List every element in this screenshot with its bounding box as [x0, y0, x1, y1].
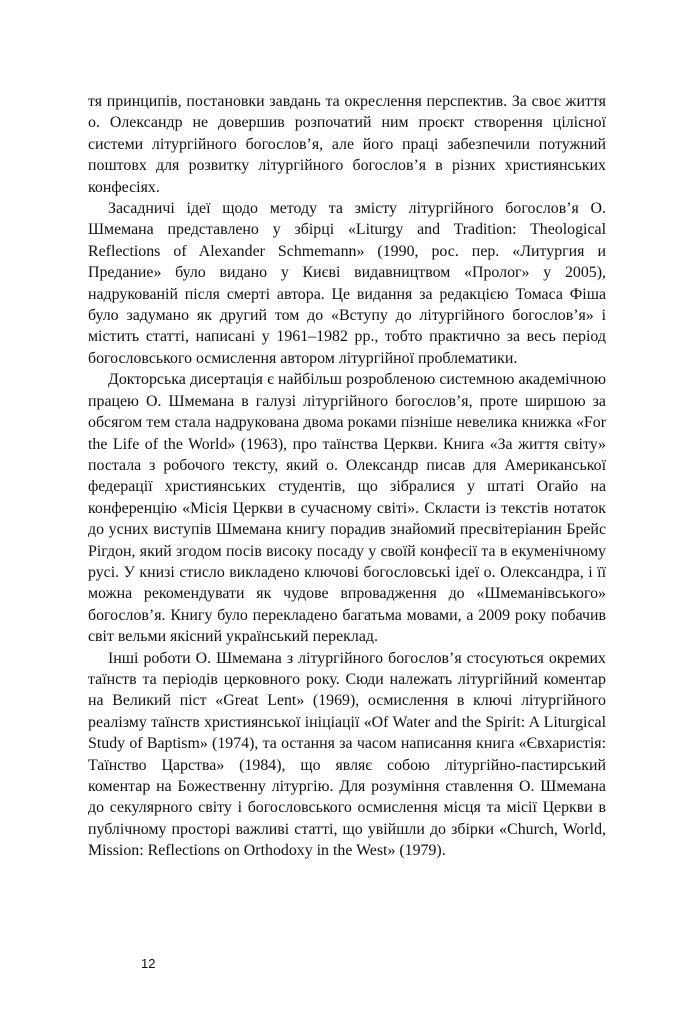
paragraph-other-works: Інші роботи О. Шмемана з літургійного богослов’я стосуються окремих таїнств та періодів церковного року. Сюди належать літургійний коментар на Великий піст «Great Lent» (1969), осмислення в ключі літургійного реалізму таїнств християнської ініціації «Of Water and the Spirit: A Liturgical Study of Baptism» (1974), та остання за часом написання книга «Євхаристія: Таїнство Царства» (1984), що являє собою літургійно-пастирський коментар на Божественну літургію. Для розуміння ставлення О. Шмемана до секулярного світу і богословського осмислення місця та місії Церкви в публічному просторі важливі статті, що увійшли до збірки «Church, World, Mission: Reflections on Orthodoxy in the West» (1979).	[88, 649, 606, 860]
paragraph-for-the-life-of-the-world: Докторська дисертація є найбільш розробленою системною академічною працею О. Шмемана в галузі літургійного богослов’я, проте ширшою за обсягом тем стала надрукована двома роками пізніше невелика книжка «For the Life of the World» (1963), про таїнства Церкви. Книга «За життя світу» постала з робочого тексту, який о. Олександр писав для Американської федерації християнських студентів, що зібралися у штаті Огайо на конференцію «Місія Церкви в сучасному світі». Скласти із текстів нотаток до усних виступів Шмемана книгу порадив знайомий пресвітеріанин Брейс Рігдон, який згодом посів високу посаду у своїй конфесії та в екуменічному русі. У книзі стисло викладено ключові богословські ідеї о. Олександра, і її можна рекомендувати як чудове впровадження до «Шмеманівського» богослов’я. Книгу було перекладено багатьма мовами, а 2009 року побачив світ вельми якісний український переклад.	[88, 371, 606, 646]
body-text	[88, 91, 606, 862]
paragraph-liturgy-and-tradition: Засадничі ідеї щодо методу та змісту літургійного богослов’я О. Шмемана представлено у збірці «Liturgy and Tradition: Theological Reflections of Alexander Schmemann» (1990, рос. пер. «Литургия и Предание» було видано у Києві видавництвом «Пролог» у 2005), надрукованій після смерті автора. Це видання за редакцією Томаса Фіша було задумано як другий том до «Вступу до літургійного богослов’я» і містить статті, написані у 1961–1982 рр., тобто практично за весь період богословського осмислення автором літургійної проблематики.	[88, 200, 606, 367]
paragraph-continuation: тя принципів, постановки завдань та окреслення перспектив. За своє життя о. Олександр не довершив розпочатий ним проєкт створення цілісної системи літургійного богослов’я, але його праці забезпечили потужний поштовх для розвитку літургійного богослов’я в різних християнських конфесіях.	[88, 93, 606, 196]
page-number: 12	[141, 956, 156, 971]
